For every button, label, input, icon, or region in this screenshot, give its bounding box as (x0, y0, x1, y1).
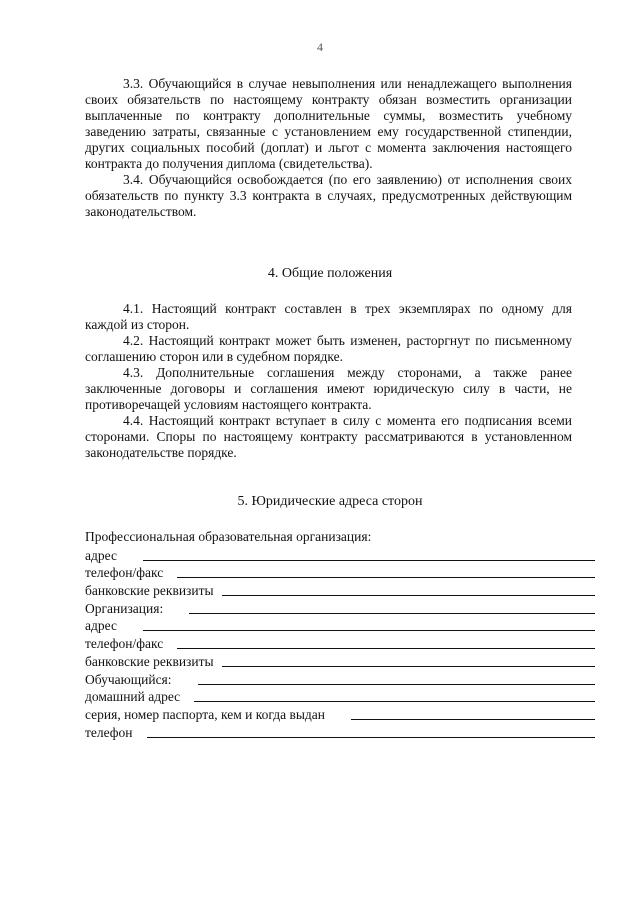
student-phone-label: телефон (85, 724, 133, 740)
student-phone-row (85, 723, 595, 741)
clause-4-4: 4.4. Настоящий контракт вступает в силу с момента его подписания всеми сторонами. Споры по настоящему контракту рассматриваются в установленном законодательстве порядке. (85, 413, 572, 460)
clause-4-1: 4.1. Настоящий контракт составлен в трех экземплярах по одному для каждой из сторон. (85, 301, 572, 332)
clause-4-2: 4.2. Настоящий контракт может быть изменен, расторгнут по письменному соглашению сторон или в судебном порядке. (85, 333, 572, 364)
legal-addresses-form (85, 528, 595, 741)
education-org-address-label: адрес (85, 547, 117, 563)
company-title: Организация: (85, 600, 164, 616)
company-address-field[interactable] (143, 630, 595, 631)
education-org-bank-row (85, 581, 595, 599)
clause-3-4: 3.4. Обучающийся освобождается (по его заявлению) от исполнения своих обязательств по пункту 3.3 контракта в случаях, предусмотренных действующим законодательством. (85, 172, 572, 219)
education-org-bank-field[interactable] (222, 595, 595, 596)
education-org-phone-label: телефон/факс (85, 565, 164, 581)
company-phone-row (85, 634, 595, 652)
page-number: 4 (317, 40, 323, 54)
student-home-address-label: домашний адрес (85, 689, 181, 705)
company-phone-field[interactable] (177, 648, 595, 649)
student-title: Обучающийся: (85, 671, 172, 687)
company-bank-field[interactable] (222, 666, 595, 667)
student-passport-field[interactable] (351, 719, 595, 720)
clause-4-3: 4.3. Дополнительные соглашения между сторонами, а также ранее заключенные договоры и соглашения имеют юридическую силу в части, не противоречащей условиям настоящего контракта. (85, 365, 572, 412)
company-name-field[interactable] (189, 613, 595, 614)
section-4-body (85, 301, 572, 461)
education-org-address-row (85, 546, 595, 564)
education-org-title: Профессиональная образовательная организация: (85, 529, 372, 544)
company-address-row (85, 617, 595, 635)
student-passport-row (85, 705, 595, 723)
company-address-label: адрес (85, 618, 117, 634)
company-phone-label: телефон/факс (85, 636, 164, 652)
section-4-heading: 4. Общие положения (267, 266, 393, 281)
student-phone-field[interactable] (147, 737, 595, 738)
education-org-bank-label: банковские реквизиты (85, 583, 214, 599)
student-title-row (85, 670, 595, 688)
section-3-continuation (85, 76, 572, 220)
company-bank-label: банковские реквизиты (85, 653, 214, 669)
education-org-phone-field[interactable] (177, 577, 595, 578)
company-bank-row (85, 652, 595, 670)
student-home-address-row (85, 688, 595, 706)
education-org-phone-row (85, 564, 595, 582)
education-org-address-field[interactable] (143, 560, 595, 561)
clause-3-3: 3.3. Обучающийся в случае невыполнения или ненадлежащего выполнения своих обязательств по настоящему контракту обязан возместить организации выплаченные по контракту дополнительные суммы, возместить учебному заведению затраты, связанные с установлением ему государственной стипендии, других социальных пособий (доплат) и льгот с момента заключения настоящего контракта до получения диплома (свидетельства). (85, 76, 572, 171)
company-title-row (85, 599, 595, 617)
student-passport-label: серия, номер паспорта, кем и когда выдан (85, 706, 326, 722)
student-name-field[interactable] (198, 684, 595, 685)
section-5-heading: 5. Юридические адреса сторон (237, 494, 423, 509)
student-home-address-field[interactable] (194, 701, 595, 702)
